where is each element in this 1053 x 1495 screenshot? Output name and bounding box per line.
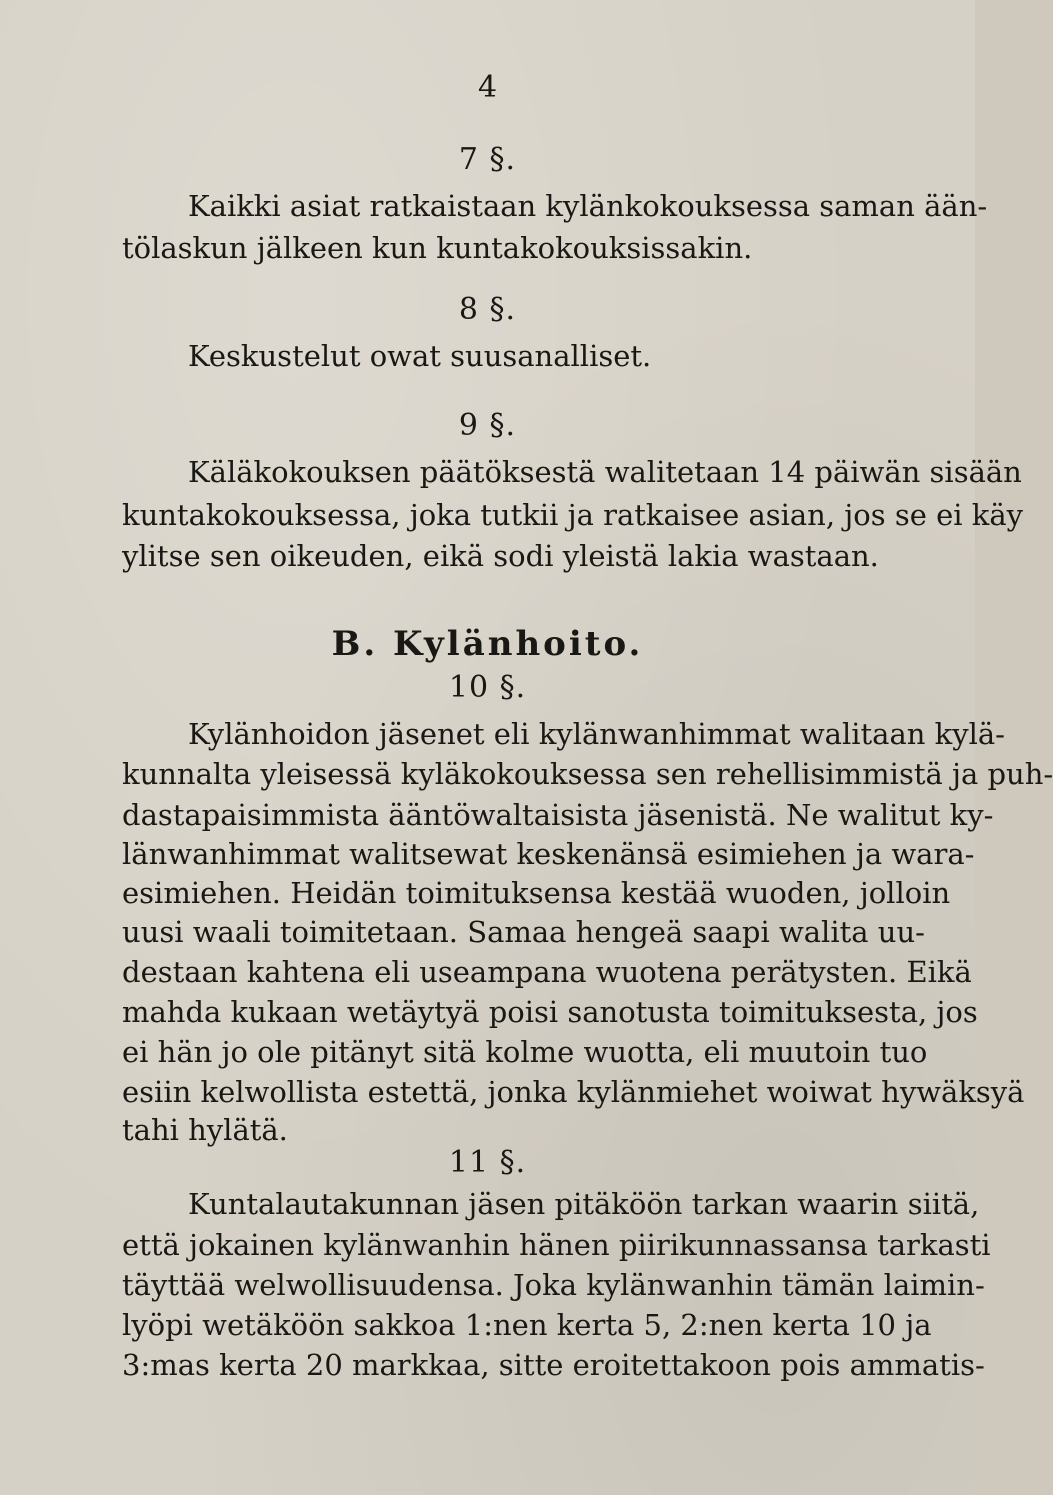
paragraph-line: mahda kukaan wetäytyä poisi sanotusta toimituksesta, jos <box>122 995 978 1029</box>
paragraph-line: kuntakokouksessa, joka tutkii ja ratkaisee asian, jos se ei käy <box>122 498 1024 532</box>
paragraph-line: tölaskun jälkeen kun kuntakokouksissakin. <box>122 231 753 265</box>
paragraph-line: esimiehen. Heidän toimituksensa kestää wuoden, jolloin <box>122 876 951 910</box>
section-heading-8: 8 §. <box>458 292 517 327</box>
paragraph-line: Kylänhoidon jäsenet eli kylänwanhimmat walitaan kylä- <box>188 717 1005 751</box>
paragraph-line: uusi waali toimitetaan. Samaa hengeä saapi walita uu- <box>122 915 925 949</box>
section-heading-9: 9 §. <box>458 408 517 443</box>
paragraph-line: täyttää welwollisuudensa. Joka kylänwanhin tämän laimin- <box>122 1268 985 1302</box>
paragraph-line: ylitse sen oikeuden, eikä sodi yleistä lakia wastaan. <box>122 539 879 573</box>
paragraph-line: Kaikki asiat ratkaistaan kylänkokouksessa saman ään- <box>188 189 988 223</box>
paragraph-line: ei hän jo ole pitänyt sitä kolme wuotta, eli muutoin tuo <box>122 1035 928 1069</box>
page-number: 4 <box>477 70 498 105</box>
paragraph-line: Käläkokouksen päätöksestä walitetaan 14 päiwän sisään <box>188 455 1022 489</box>
section-heading-7: 7 §. <box>458 142 517 177</box>
paragraph-line: 3:mas kerta 20 markkaa, sitte eroitettakoon pois ammatis- <box>122 1348 985 1382</box>
paragraph-line: että jokainen kylänwanhin hänen piirikunnassansa tarkasti <box>122 1228 991 1262</box>
paragraph-line: Keskustelut owat suusanalliset. <box>188 339 652 373</box>
paragraph-line: lyöpi wetäköön sakkoa 1:nen kerta 5, 2:nen kerta 10 ja <box>122 1308 932 1342</box>
chapter-heading: B. Kylänhoito. <box>331 624 644 664</box>
paragraph-line: dastapaisimmista ääntöwaltaisista jäsenistä. Ne walitut ky- <box>122 798 994 832</box>
section-heading-10: 10 §. <box>448 670 527 705</box>
paragraph-line: destaan kahtena eli useampana wuotena perätysten. Eikä <box>122 955 972 989</box>
paragraph-line: esiin kelwollista estettä, jonka kylänmiehet woiwat hywäksyä <box>122 1075 1025 1109</box>
paragraph-line: kunnalta yleisessä kyläkokouksessa sen rehellisimmistä ja puh- <box>122 757 1053 791</box>
paragraph-line: Kuntalautakunnan jäsen pitäköön tarkan waarin siitä, <box>188 1187 980 1221</box>
paragraph-line: tahi hylätä. <box>122 1113 288 1147</box>
section-heading-11: 11 §. <box>448 1145 527 1180</box>
paragraph-line: länwanhimmat walitsewat keskenänsä esimiehen ja wara- <box>122 837 975 871</box>
